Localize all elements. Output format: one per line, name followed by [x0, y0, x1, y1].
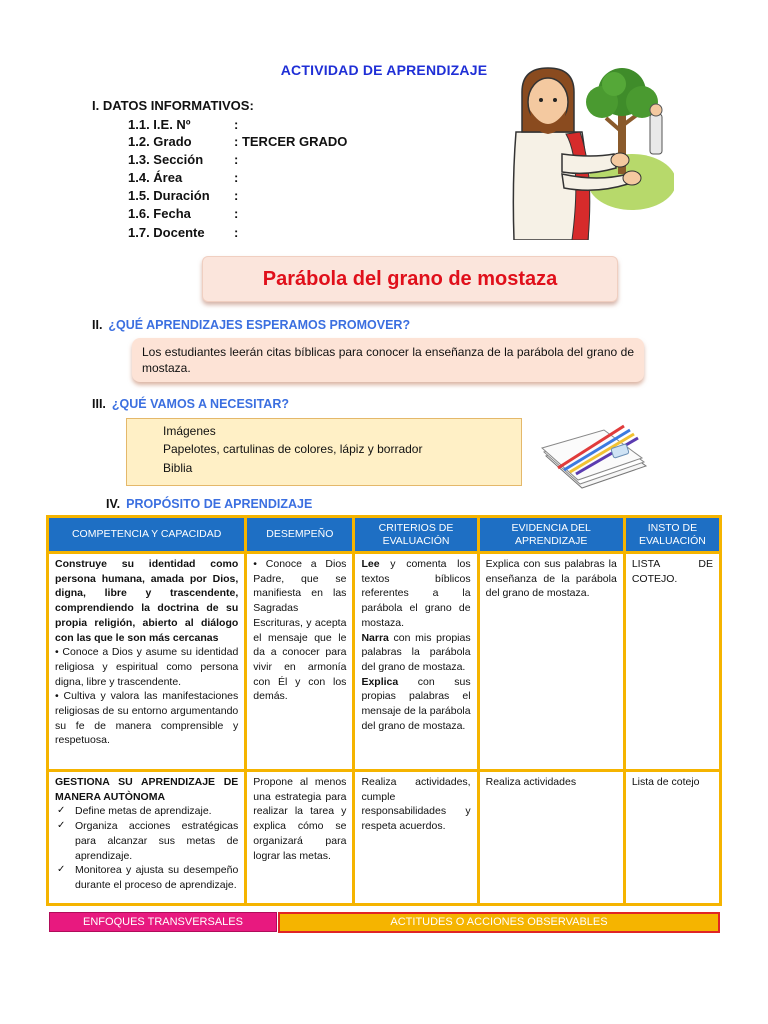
capacidad-list	[55, 804, 238, 892]
aprendizajes-box	[132, 338, 644, 382]
table-header-cell: CRITERIOS DE EVALUACIÓN	[354, 517, 478, 553]
table-row	[48, 553, 721, 771]
info-row-docente	[128, 225, 238, 240]
info-label: 1.2. Grado	[128, 134, 192, 149]
criterio-text: con sus propias palabras el mensaje de la parábola del grano de mostaza.	[361, 675, 471, 732]
info-value: : TERCER GRADO	[234, 134, 348, 149]
section-necesitar-title	[92, 397, 289, 411]
criterios-cell: Realiza actividades, cumple responsabilidades y respeta acuerdos.	[354, 771, 478, 905]
info-value: :	[234, 170, 239, 185]
criterio-text: con mis propias palabras la parábola del grano de mostaza.	[361, 631, 471, 673]
capacidad-item: ✓ Organiza acciones estratégicas para alcanzar sus metas de aprendizaje.	[55, 819, 238, 863]
lesson-title: Parábola del grano de mostaza	[262, 268, 558, 290]
capacidad-item: • Cultiva y valora las manifestaciones religiosas de su entorno argumentando su fe de manera comprensible y respetuosa.	[55, 690, 239, 747]
jesus-parable-illustration-icon	[502, 62, 674, 240]
criterio-verb: Lee	[361, 558, 380, 570]
section-proposito-title	[106, 497, 312, 511]
section-title-text: ¿QUÉ VAMOS A NECESITAR?	[111, 397, 289, 411]
criterio-item	[361, 631, 470, 675]
proposito-table	[46, 515, 722, 906]
info-row-fecha	[128, 206, 238, 221]
info-value: :	[234, 206, 239, 221]
instrumento-cell: Lista de cotejo	[624, 771, 720, 905]
instrumento-cell: LISTA DE COTEJO.	[624, 553, 720, 771]
section-number: III.	[92, 397, 106, 411]
info-value: :	[234, 225, 239, 240]
info-row-seccion	[128, 152, 238, 167]
lesson-title-banner	[202, 256, 618, 302]
info-value: :	[234, 117, 239, 132]
section-datos-title: I. DATOS INFORMATIVOS:	[92, 98, 254, 113]
material-item: Papelotes, cartulinas de colores, lápiz y borrador	[163, 442, 423, 456]
enfoques-transversales-header: ENFOQUES TRANSVERSALES	[49, 912, 277, 932]
info-value: :	[234, 152, 239, 167]
info-label: 1.4. Área	[128, 170, 183, 185]
table-header-cell: DESEMPEÑO	[246, 517, 354, 553]
table-row	[48, 771, 721, 905]
criterios-cell	[354, 553, 478, 771]
materials-box	[126, 418, 522, 486]
enfoques-bar	[49, 912, 719, 932]
info-label: 1.3. Sección	[128, 152, 204, 167]
info-row-grado	[128, 134, 347, 149]
competencia-title: Construye su identidad como persona humana, amada por Dios, digna, libre y trascendente, comprendiendo la doctrina de su propia religión, abierto al diálogo con las que le son más cercanas	[55, 558, 239, 644]
section-number: II.	[92, 318, 103, 332]
info-row-area	[128, 170, 238, 185]
material-item: Biblia	[163, 461, 193, 475]
material-item: Imágenes	[163, 424, 216, 438]
table-header-row	[48, 517, 721, 553]
competencia-cell	[48, 553, 246, 771]
stationery-icon	[538, 412, 650, 494]
actitudes-header: ACTITUDES O ACCIONES OBSERVABLES	[278, 912, 720, 933]
desempeno-cell: Propone al menos una estrategia para realizar la tarea y explica cómo se organizará para lograr las metas.	[246, 771, 354, 905]
competencia-title: GESTIONA SU APRENDIZAJE DE MANERA AUTÒNOMA	[55, 776, 239, 803]
table-header-cell: EVIDENCIA DEL APRENDIZAJE	[478, 517, 624, 553]
section-title-text: PROPÓSITO DE APRENDIZAJE	[126, 497, 313, 511]
section-title-text: ¿QUÉ APRENDIZAJES ESPERAMOS PROMOVER?	[108, 318, 411, 332]
capacidad-item: ✓ Monitorea y ajusta su desempeño durante el proceso de aprendizaje.	[55, 863, 238, 892]
evidencia-cell: Realiza actividades	[478, 771, 624, 905]
info-row-duracion	[128, 188, 238, 203]
document-title: ACTIVIDAD DE APRENDIZAJE	[280, 62, 488, 78]
criterio-verb: Narra	[361, 631, 389, 644]
info-row-ie	[128, 117, 238, 132]
capacidad-item: • Conoce a Dios y asume su identidad religiosa y espiritual como persona digna, libre y trascendente.	[55, 646, 239, 688]
table-header-cell: COMPETENCIA Y CAPACIDAD	[48, 517, 246, 553]
info-label: 1.6. Fecha	[128, 206, 191, 221]
section-aprendizajes-title	[92, 318, 410, 332]
criterio-item	[361, 557, 470, 631]
info-value: :	[234, 188, 239, 203]
info-label: 1.5. Duración	[128, 188, 210, 203]
evidencia-cell: Explica con sus palabras la enseñanza de la parábola del grano de mostaza.	[478, 553, 624, 771]
capacidad-item: ✓ Define metas de aprendizaje.	[55, 804, 238, 819]
criterio-text: y comenta los textos bíblicos referentes a la parábola el grano de mostaza.	[361, 558, 471, 629]
info-label: 1.7. Docente	[128, 225, 205, 240]
table-header-cell: INSTO DE EVALUACIÓN	[624, 517, 720, 553]
info-label: 1.1. I.E. Nº	[128, 117, 191, 132]
proposito-table-container	[46, 515, 722, 906]
criterio-verb: Explica	[361, 675, 399, 688]
aprendizajes-text: Los estudiantes leerán citas bíblicas para conocer la enseñanza de la parábola del grano de mostaza.	[142, 345, 634, 375]
criterio-item	[361, 675, 470, 734]
desempeno-cell: • Conoce a Dios Padre, que se manifiesta en las Sagradas Escrituras, y acepta el mensaje que le da a conocer para vivir en armonía con Él y con los demás.	[246, 553, 354, 771]
competencia-cell	[48, 771, 246, 905]
section-number: IV.	[106, 497, 121, 511]
